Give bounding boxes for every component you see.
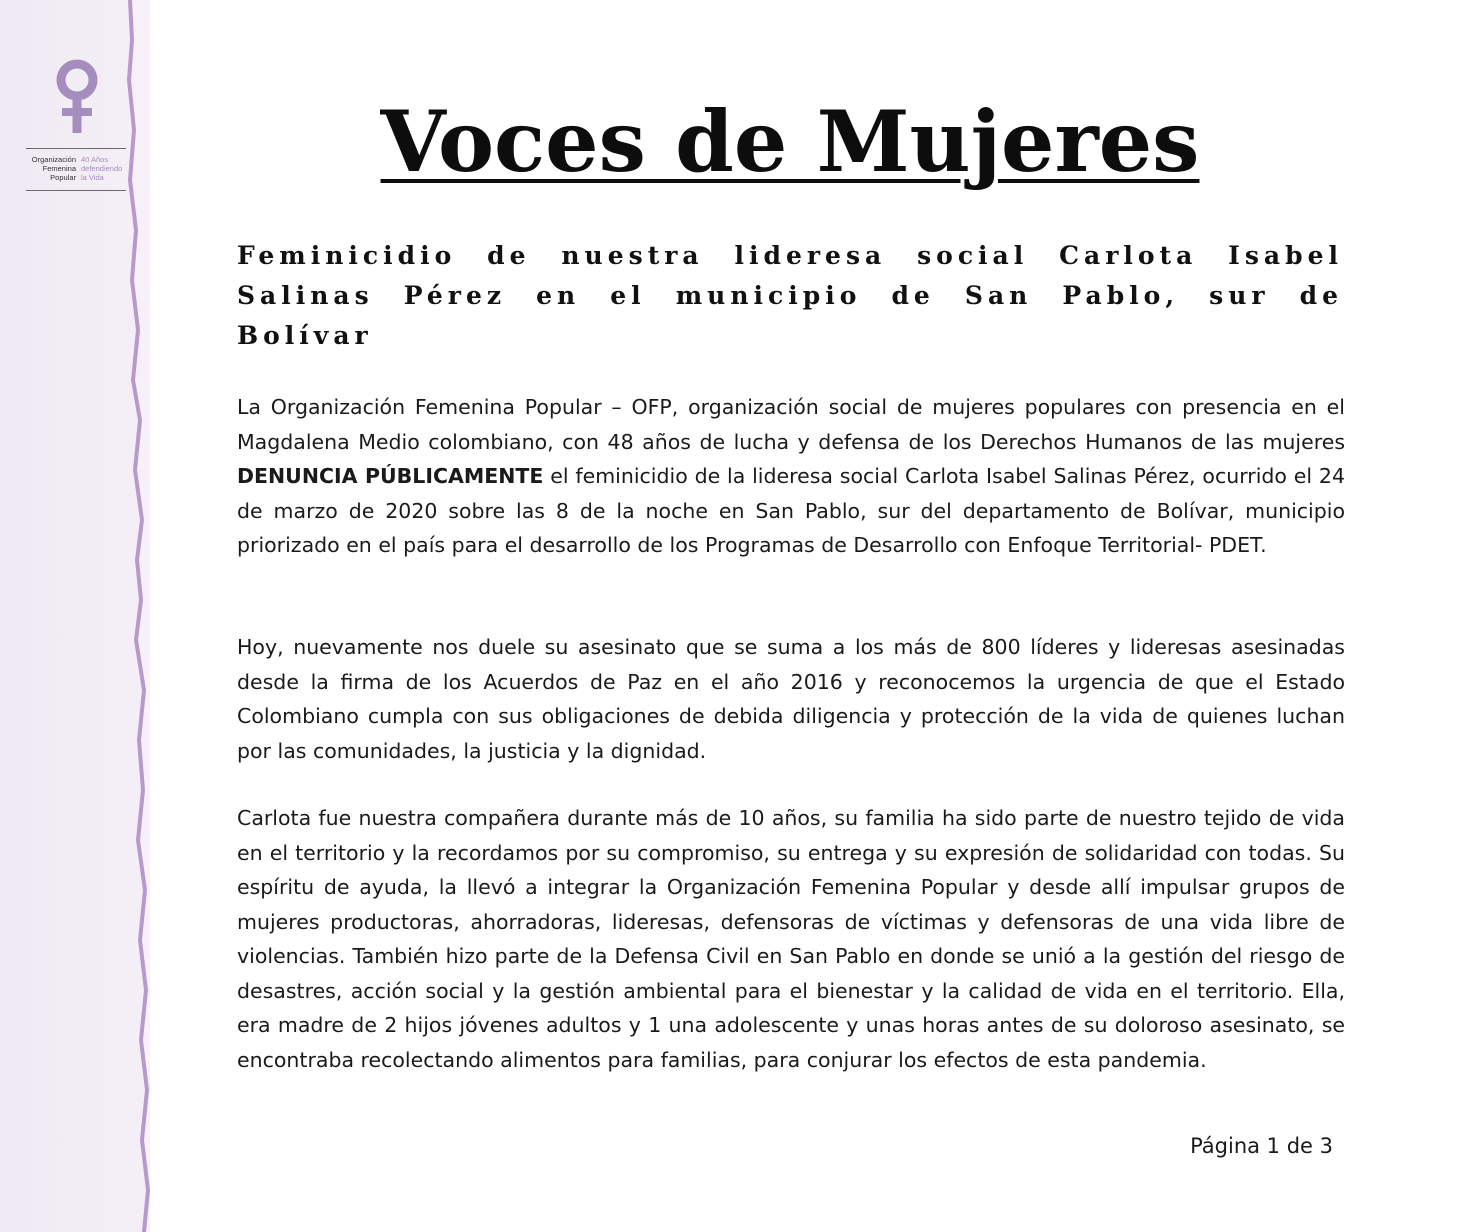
ofp-logo: [24, 56, 128, 196]
paragraph-context: Hoy, nuevamente nos duele su asesinato que se suma a los más de 800 líderes y lideresas asesinadas desde la firma de los Acuerdos de Paz en el año 2016 y reconocemos la urgencia de que el Estado Colombiano cumpla con sus obligaciones de debida diligencia y protección de la vida de quienes luchan por las comunidades, la justicia y la dignidad.: [237, 635, 1345, 763]
paragraph-denuncia: La Organización Femenina Popular – OFP, organización social de mujeres populares con presencia en el Magdalena Medio colombiano, con 48 años de lucha y defensa de los Derechos Humanos de las mujeres DENUNCIA PÚBLICAMENTE el feminicidio de la lideresa social Carlota Isabel Salinas Pérez, ocurrido el 24 de marzo de 2020 sobre las 8 de la noche en San Pablo, sur del departamento de Bolívar, municipio priorizado en el país para el desarrollo de los Programas de Desarrollo con Enfoque Territorial- PDET.: [237, 395, 1345, 557]
logo-organization-name: Organización Femenina Popular: [31, 155, 76, 182]
document-title: Voces de Mujeres: [380, 92, 1200, 191]
paragraph-tribute: Carlota fue nuestra compañera durante más de 10 años, su familia ha sido parte de nuestro tejido de vida en el territorio y la recordamos por su compromiso, su entrega y su expresión de solidaridad con todas. Su espíritu de ayuda, la llevó a integrar la Organización Femenina Popular y desde allí impulsar grupos de mujeres productoras, ahorradoras, lideresas, defensoras de víctimas y defensoras de una vida libre de violencias. También hizo parte de la Defensa Civil en San Pablo en donde se unió a la gestión del riesgo de desastres, acción social y la gestión ambiental para el bienestar y la calidad de vida en el territorio. Ella, era madre de 2 hijos jóvenes adultos y 1 una adolescente y unas horas antes de su doloroso asesinato, se encontraba recolectando alimentos para familias, para conjurar los efectos de esta pandemia.: [237, 806, 1345, 1072]
document-subtitle: Feminicidio de nuestra lideresa social Carlota Isabel Salinas Pérez en el municipio de San Pablo, sur de Bolívar: [237, 241, 1343, 350]
logo-divider-top: [26, 148, 126, 149]
emphasis-denuncia: DENUNCIA PÚBLICAMENTE: [237, 464, 544, 488]
female-symbol-icon: [52, 56, 102, 138]
logo-tagline: 40 Años defendiendo la Vida: [81, 155, 123, 182]
logo-divider-bottom: [26, 190, 126, 191]
page-number: Página 1 de 3: [1190, 1134, 1333, 1158]
